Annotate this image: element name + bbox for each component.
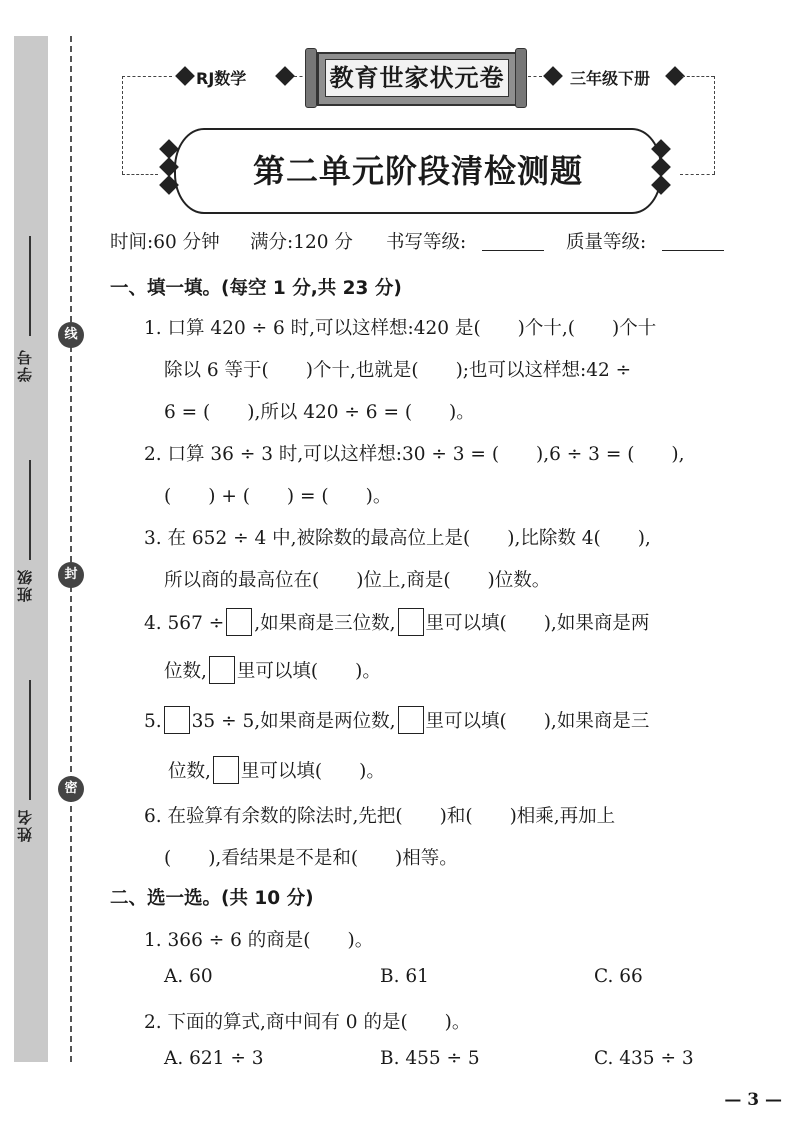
quality-grade-label: 质量等级: <box>566 232 647 253</box>
seal-dashed-line <box>70 36 72 1062</box>
student-no-field-line <box>29 236 31 336</box>
diamond-icon <box>543 66 563 86</box>
question-line: 6. 在验算有余数的除法时,先把( )和( )相乘,再加上 <box>144 806 616 827</box>
seal-mark-line: 线 <box>58 322 84 348</box>
answer-box[interactable] <box>398 608 424 636</box>
option-a[interactable]: A. 621 ÷ 3 <box>164 1048 264 1069</box>
question-line: ( ),看结果是不是和( )相等。 <box>164 848 458 869</box>
option-b[interactable]: B. 61 <box>380 966 429 987</box>
question-line: 所以商的最高位在( )位上,商是( )位数。 <box>164 570 551 591</box>
question-line: 位数, 里可以填( )。 <box>168 756 385 784</box>
writing-grade-label: 书写等级: <box>386 232 467 253</box>
brand-name: 教育世家状元卷 <box>325 59 509 97</box>
option-a[interactable]: A. 60 <box>164 966 213 987</box>
question-line: ( ) + ( ) = ( )。 <box>164 486 392 507</box>
section-heading: 一、填一填。(每空 1 分,共 23 分) <box>110 278 402 299</box>
question-line: 1. 口算 420 ÷ 6 时,可以这样想:420 是( )个十,( )个十 <box>144 318 657 339</box>
quality-grade-blank[interactable] <box>662 250 724 251</box>
name-label: 姓名 <box>16 808 34 842</box>
page-title: 第二单元阶段清检测题 <box>252 152 583 190</box>
answer-box[interactable] <box>213 756 239 784</box>
page-number: — 3 — <box>724 1090 782 1110</box>
question-line: 2. 下面的算式,商中间有 0 的是( )。 <box>144 1012 471 1033</box>
full-score-info: 满分:120 分 <box>250 232 353 253</box>
option-c[interactable]: C. 66 <box>594 966 643 987</box>
question-line: 5. 35 ÷ 5,如果商是两位数, 里可以填( ),如果商是三 <box>144 706 649 734</box>
seal-mark-dense: 密 <box>58 776 84 802</box>
question-line: 除以 6 等于( )个十,也就是( );也可以这样想:42 ÷ <box>164 360 632 381</box>
class-field-line <box>29 460 31 560</box>
question-line: 6 = ( ),所以 420 ÷ 6 = ( )。 <box>164 402 475 423</box>
question-line: 3. 在 652 ÷ 4 中,被除数的最高位上是( ),比除数 4( ), <box>144 528 651 549</box>
diamond-icon <box>275 66 295 86</box>
option-b[interactable]: B. 455 ÷ 5 <box>380 1048 480 1069</box>
option-c[interactable]: C. 435 ÷ 3 <box>594 1048 694 1069</box>
subject-tag: RJ数学 <box>196 69 247 88</box>
student-no-label: 学号 <box>16 348 34 382</box>
time-info: 时间:60 分钟 <box>110 232 220 253</box>
answer-box[interactable] <box>164 706 190 734</box>
question-line: 2. 口算 36 ÷ 3 时,可以这样想:30 ÷ 3 = ( ),6 ÷ 3 = ( ), <box>144 444 685 465</box>
name-field-line <box>29 680 31 800</box>
seal-mark-seal: 封 <box>58 562 84 588</box>
grade-tag: 三年级下册 <box>570 69 651 88</box>
class-label: 班级 <box>16 568 34 602</box>
writing-grade-blank[interactable] <box>482 250 544 251</box>
question-line: 1. 366 ÷ 6 的商是( )。 <box>144 930 374 951</box>
answer-box[interactable] <box>209 656 235 684</box>
answer-box[interactable] <box>398 706 424 734</box>
answer-box[interactable] <box>226 608 252 636</box>
diamond-icon <box>175 66 195 86</box>
brand-scroll <box>305 48 527 106</box>
question-line: 位数, 里可以填( )。 <box>164 656 381 684</box>
question-line: 4. 567 ÷ ,如果商是三位数, 里可以填( ),如果商是两 <box>144 608 649 636</box>
binding-strip <box>14 36 48 1062</box>
section-heading: 二、选一选。(共 10 分) <box>110 888 314 909</box>
